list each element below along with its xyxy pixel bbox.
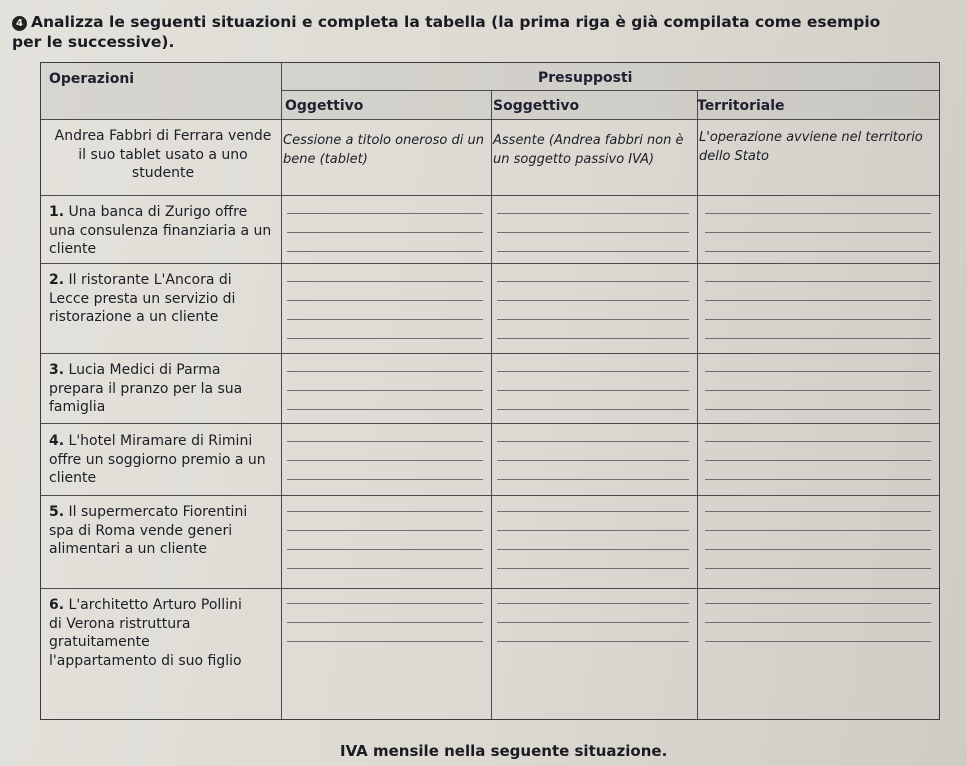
answer-line[interactable] bbox=[705, 232, 931, 233]
answer-line[interactable] bbox=[287, 441, 483, 442]
answer-line[interactable] bbox=[705, 390, 931, 391]
answer-line[interactable] bbox=[705, 281, 931, 282]
example-soggettivo: Assente (Andrea fabbri non è un soggetto passivo IVA) bbox=[493, 133, 684, 167]
answer-line[interactable] bbox=[497, 390, 689, 391]
answer-line[interactable] bbox=[497, 281, 689, 282]
answer-line[interactable] bbox=[705, 641, 931, 642]
answer-line[interactable] bbox=[287, 549, 483, 550]
row-line-4 bbox=[41, 495, 939, 496]
answer-line[interactable] bbox=[497, 549, 689, 550]
row-6-operazione bbox=[49, 596, 249, 670]
header-bottom-line bbox=[41, 119, 939, 120]
answer-line[interactable] bbox=[497, 338, 689, 339]
header-soggettivo: Soggettivo bbox=[493, 98, 580, 114]
answer-line[interactable] bbox=[287, 338, 483, 339]
header-split-line bbox=[281, 90, 939, 91]
answer-line[interactable] bbox=[497, 641, 689, 642]
header-band bbox=[41, 63, 939, 119]
answer-line[interactable] bbox=[287, 568, 483, 569]
row-line-5 bbox=[41, 588, 939, 589]
exercise-instruction bbox=[12, 12, 892, 52]
exercise-number: 4 bbox=[12, 16, 27, 31]
row-text: L'architetto Arturo Pollini di Verona ristruttura gratuitamente l'appartamento di suo figlio bbox=[49, 597, 242, 669]
row-text: L'hotel Miramare di Rimini offre un soggiorno premio a un cliente bbox=[49, 433, 266, 486]
answer-line[interactable] bbox=[705, 213, 931, 214]
answer-line[interactable] bbox=[705, 251, 931, 252]
row-number: 6. bbox=[49, 597, 65, 613]
answer-line[interactable] bbox=[705, 338, 931, 339]
row-number: 4. bbox=[49, 433, 65, 449]
row-number: 1. bbox=[49, 204, 65, 220]
answer-line[interactable] bbox=[497, 319, 689, 320]
row-text: Il ristorante L'Ancora di Lecce presta un servizio di ristorazione a un cliente bbox=[49, 272, 236, 325]
answer-line[interactable] bbox=[705, 530, 931, 531]
answer-line[interactable] bbox=[497, 479, 689, 480]
row-text: Una banca di Zurigo offre una consulenza finanziaria a un cliente bbox=[49, 204, 272, 257]
col-divider-1 bbox=[281, 63, 282, 719]
answer-line[interactable] bbox=[287, 530, 483, 531]
answer-line[interactable] bbox=[705, 441, 931, 442]
answer-line[interactable] bbox=[287, 479, 483, 480]
answer-line[interactable] bbox=[705, 300, 931, 301]
answer-line[interactable] bbox=[287, 622, 483, 623]
header-presupposti: Presupposti bbox=[538, 70, 633, 86]
answer-line[interactable] bbox=[287, 232, 483, 233]
row-line-1 bbox=[41, 263, 939, 264]
instruction-text: Analizza le seguenti situazioni e completa la tabella (la prima riga è già compilata come esempio per le successive). bbox=[12, 13, 881, 51]
answer-line[interactable] bbox=[705, 603, 931, 604]
answer-line[interactable] bbox=[705, 568, 931, 569]
answer-line[interactable] bbox=[497, 530, 689, 531]
answer-line[interactable] bbox=[497, 568, 689, 569]
example-territoriale: L'operazione avviene nel territorio dello Stato bbox=[699, 130, 923, 164]
example-oggettivo: Cessione a titolo oneroso di un bene (tablet) bbox=[283, 133, 484, 167]
col-divider-2 bbox=[491, 90, 492, 719]
answer-line[interactable] bbox=[497, 441, 689, 442]
row-text: Il supermercato Fiorentini spa di Roma vende generi alimentari a un cliente bbox=[49, 504, 248, 557]
row-1-operazione bbox=[49, 203, 277, 259]
answer-line[interactable] bbox=[287, 641, 483, 642]
answer-line[interactable] bbox=[497, 251, 689, 252]
answer-line[interactable] bbox=[287, 300, 483, 301]
row-number: 2. bbox=[49, 272, 65, 288]
next-exercise-text: IVA mensile nella seguente situazione. bbox=[340, 742, 668, 760]
row-number: 5. bbox=[49, 504, 65, 520]
answer-line[interactable] bbox=[497, 460, 689, 461]
row-3-operazione bbox=[49, 361, 277, 417]
answer-line[interactable] bbox=[497, 232, 689, 233]
row-line-2 bbox=[41, 353, 939, 354]
header-oggettivo: Oggettivo bbox=[285, 98, 364, 114]
answer-line[interactable] bbox=[497, 300, 689, 301]
answer-line[interactable] bbox=[705, 511, 931, 512]
presupposti-table bbox=[40, 62, 940, 720]
row-line-3 bbox=[41, 423, 939, 424]
answer-line[interactable] bbox=[497, 603, 689, 604]
answer-line[interactable] bbox=[287, 319, 483, 320]
answer-line[interactable] bbox=[287, 409, 483, 410]
header-territoriale: Territoriale bbox=[697, 98, 785, 114]
answer-line[interactable] bbox=[287, 390, 483, 391]
answer-line[interactable] bbox=[705, 319, 931, 320]
answer-line[interactable] bbox=[705, 479, 931, 480]
answer-line[interactable] bbox=[287, 281, 483, 282]
answer-line[interactable] bbox=[497, 213, 689, 214]
row-5-operazione bbox=[49, 503, 267, 559]
answer-line[interactable] bbox=[705, 549, 931, 550]
answer-line[interactable] bbox=[705, 460, 931, 461]
row-2-operazione bbox=[49, 271, 267, 327]
row-line-example bbox=[41, 195, 939, 196]
row-4-operazione bbox=[49, 432, 279, 488]
answer-line[interactable] bbox=[287, 371, 483, 372]
answer-line[interactable] bbox=[497, 622, 689, 623]
answer-line[interactable] bbox=[705, 409, 931, 410]
answer-line[interactable] bbox=[497, 511, 689, 512]
header-operazioni: Operazioni bbox=[49, 71, 135, 87]
row-text: Lucia Medici di Parma prepara il pranzo per la sua famiglia bbox=[49, 362, 243, 415]
answer-line[interactable] bbox=[287, 603, 483, 604]
answer-line[interactable] bbox=[287, 213, 483, 214]
answer-line[interactable] bbox=[705, 371, 931, 372]
answer-line[interactable] bbox=[705, 622, 931, 623]
answer-line[interactable] bbox=[497, 409, 689, 410]
answer-line[interactable] bbox=[497, 371, 689, 372]
answer-line[interactable] bbox=[287, 251, 483, 252]
answer-line[interactable] bbox=[287, 511, 483, 512]
col-divider-3 bbox=[697, 90, 698, 719]
answer-line[interactable] bbox=[287, 460, 483, 461]
row-number: 3. bbox=[49, 362, 65, 378]
example-operazione: Andrea Fabbri di Ferrara vende il suo tablet usato a uno studente bbox=[54, 128, 272, 181]
